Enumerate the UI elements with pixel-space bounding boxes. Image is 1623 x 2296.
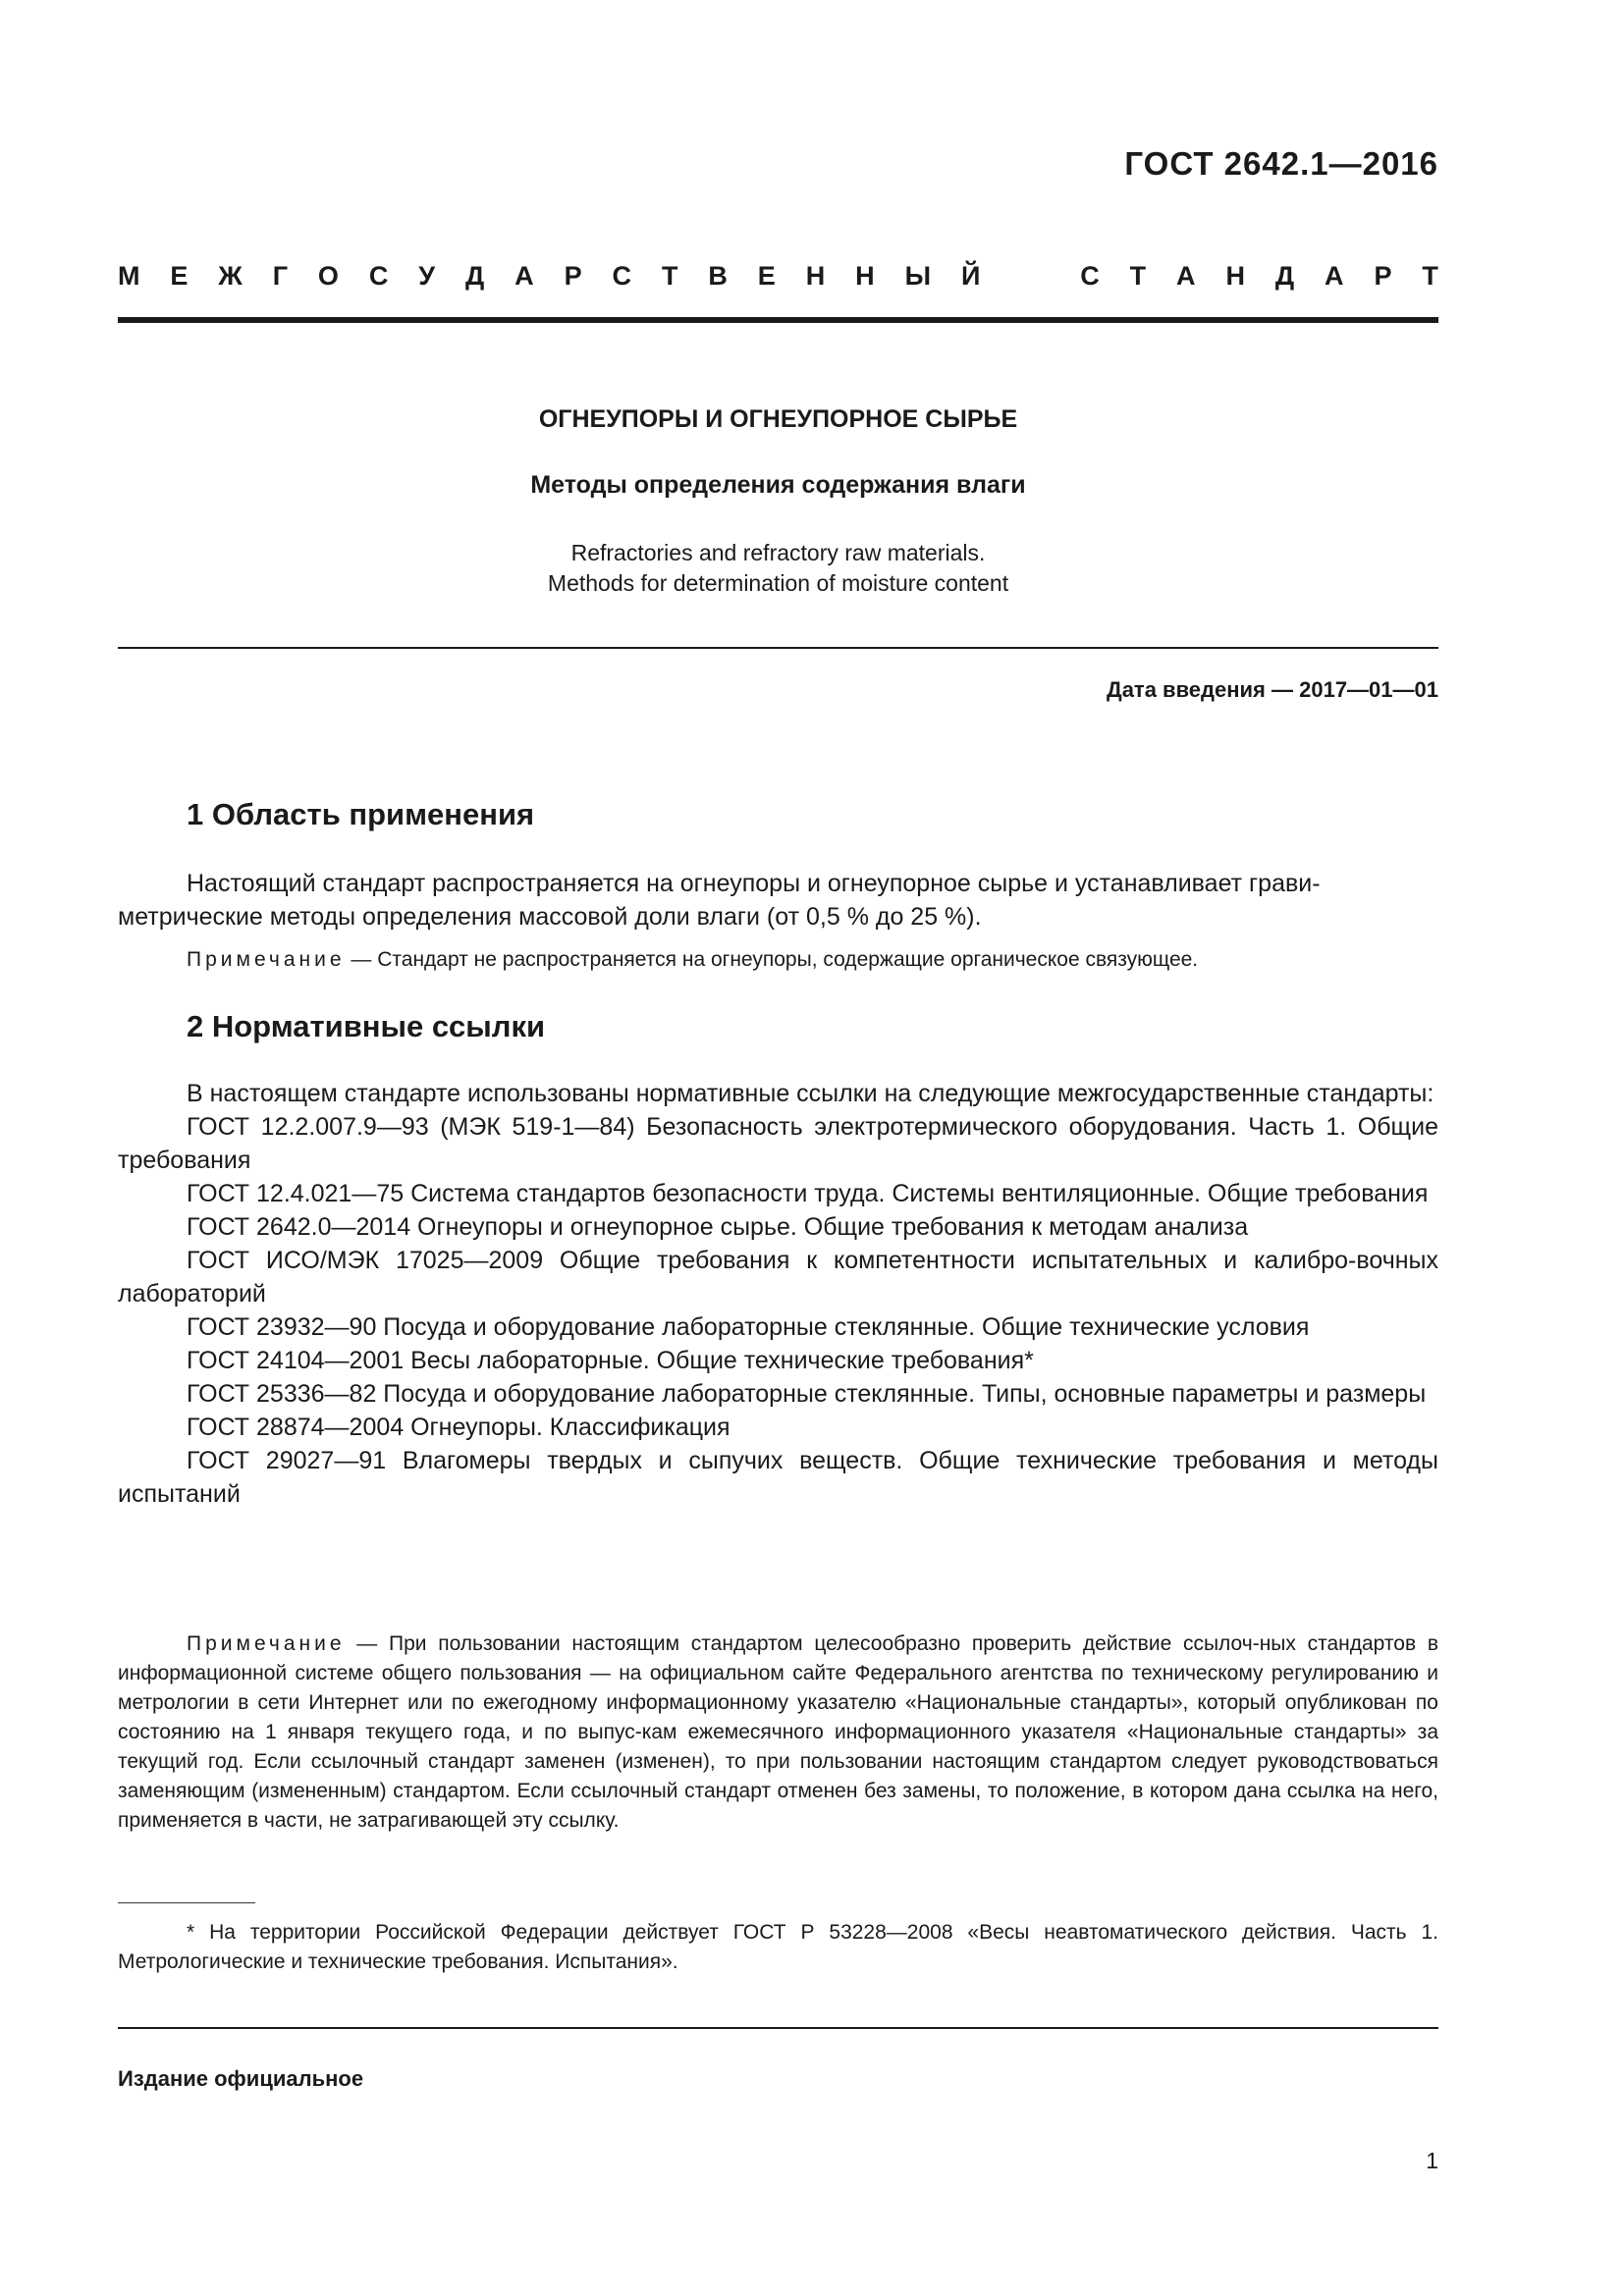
english-title-line-2: Methods for determination of moisture content (547, 570, 1009, 596)
section-1-heading: 1 Область применения (187, 797, 535, 831)
reference-item: ГОСТ 23932—90 Посуда и оборудование лабораторные стеклянные. Общие технические условия (187, 1313, 1310, 1341)
banner-letter: Н (805, 261, 826, 291)
page-number: 1 (1426, 2148, 1438, 2173)
note-text: — При пользовании настоящим стандартом целесообразно проверить действие ссылоч-ных стандартов в информационной системе общего пользования — на официальном сайте Федерального агентства по техническому регулированию и метрологии в сети Интернет или по ежегодному информационному указателю «Национальные стандарты», который опубликован по состоянию на 1 января текущего года, и по выпус-кам ежемесячного информационного указателя «Национальные стандарты» за текущий год. Если ссылочный стандарт заменен (изменен), то при пользовании настоящим стандартом следует руководствоваться заменяющим (измененным) стандартом. Если ссылочный стандарт отменен без замены, то положение, в котором дана ссылка на него, применяется в части, не затрагивающей эту ссылку. (118, 1632, 1438, 1832)
banner-letter: Т (661, 261, 678, 291)
reference-item: ГОСТ 24104—2001 Весы лабораторные. Общие технические требования* (187, 1347, 1034, 1374)
banner-letter: Ы (904, 261, 932, 291)
banner-letter: Е (757, 261, 776, 291)
note-label: Примечание (187, 1632, 346, 1655)
banner-letter: Р (564, 261, 582, 291)
section-2-note (118, 1629, 1438, 1836)
reference-item: ГОСТ 25336—82 Посуда и оборудование лабораторные стеклянные. Типы, основные параметры и размеры (187, 1380, 1427, 1408)
banner-letter: Н (1225, 261, 1245, 291)
banner-letter: А (1325, 261, 1344, 291)
banner-letter: Т (1422, 261, 1438, 291)
section-2-heading: 2 Нормативные ссылки (187, 1009, 546, 1043)
reference-item: ГОСТ 12.4.021—75 Система стандартов безопасности труда. Системы вентиляционные. Общие требования (187, 1180, 1429, 1207)
official-edition-label: Издание официальное (118, 2066, 364, 2091)
banner-letter: Е (170, 261, 189, 291)
title-rule (118, 647, 1438, 649)
section-1-paragraph (118, 867, 1438, 934)
reference-item: ГОСТ 29027—91 Влагомеры твердых и сыпучих веществ. Общие технические требования и методы испытаний (118, 1447, 1438, 1508)
footer-rule (118, 2027, 1438, 2029)
section-1-note (118, 945, 1438, 975)
banner-letter: Д (1274, 261, 1295, 291)
banner-letter: В (708, 261, 728, 291)
banner-letter: С (1080, 261, 1100, 291)
document-subtitle: Методы определения содержания влаги (530, 471, 1026, 499)
banner-letter: Р (1374, 261, 1392, 291)
banner-letter: Г (272, 261, 288, 291)
header-rule (118, 317, 1438, 323)
banner-letter: А (514, 261, 534, 291)
banner-letter: Т (1129, 261, 1147, 291)
reference-item: ГОСТ 28874—2004 Огнеупоры. Классификация (187, 1414, 730, 1441)
footnote: * На территории Российской Федерации действует ГОСТ Р 53228—2008 «Весы неавтоматического действия. Часть 1. Метрологические и технические требования. Испытания». (118, 1921, 1438, 1973)
note-text: — Стандарт не распространяется на огнеупоры, содержащие органическое связующее. (345, 948, 1199, 971)
banner-letter: У (418, 261, 436, 291)
note-label: Примечание (187, 948, 346, 971)
section-2-intro: В настоящем стандарте использованы нормативные ссылки на следующие межгосударственные стандарты: (187, 1080, 1434, 1107)
document-number: ГОСТ 2642.1—2016 (1124, 145, 1438, 182)
banner-letter: М (118, 261, 140, 291)
english-title-line-1: Refractories and refractory raw materials. (570, 540, 986, 565)
normative-references (118, 1077, 1438, 1511)
reference-item: ГОСТ ИСО/МЭК 17025—2009 Общие требования к компетентности испытательных и калибро-вочных лабораторий (118, 1247, 1438, 1308)
banner-letter: Д (465, 261, 485, 291)
banner-letter: Н (855, 261, 875, 291)
banner-letter: С (612, 261, 632, 291)
reference-item: ГОСТ 12.2.007.9—93 (МЭК 519-1—84) Безопасность электротермического оборудования. Часть 1. Общие требования (118, 1113, 1438, 1174)
banner-letter: С (368, 261, 389, 291)
document-title: ОГНЕУПОРЫ И ОГНЕУПОРНОЕ СЫРЬЕ (538, 405, 1018, 433)
footnote-separator (118, 1902, 255, 1903)
banner-letter: А (1176, 261, 1196, 291)
section-1-line-2: метрические методы определения массовой доли влаги (от 0,5 % до 25 %). (118, 903, 982, 931)
interstate-standard-banner (118, 261, 1438, 292)
reference-item: ГОСТ 2642.0—2014 Огнеупоры и огнеупорное сырье. Общие требования к методам анализа (187, 1213, 1249, 1241)
introduction-date: Дата введения — 2017—01—01 (1107, 677, 1438, 702)
banner-letter: О (317, 261, 339, 291)
section-1-line-1: Настоящий стандарт распространяется на огнеупоры и огнеупорное сырье и устанавливает грави- (187, 870, 1321, 897)
english-title (118, 538, 1438, 599)
banner-letter: Й (960, 261, 981, 291)
banner-letter: Ж (218, 261, 243, 291)
